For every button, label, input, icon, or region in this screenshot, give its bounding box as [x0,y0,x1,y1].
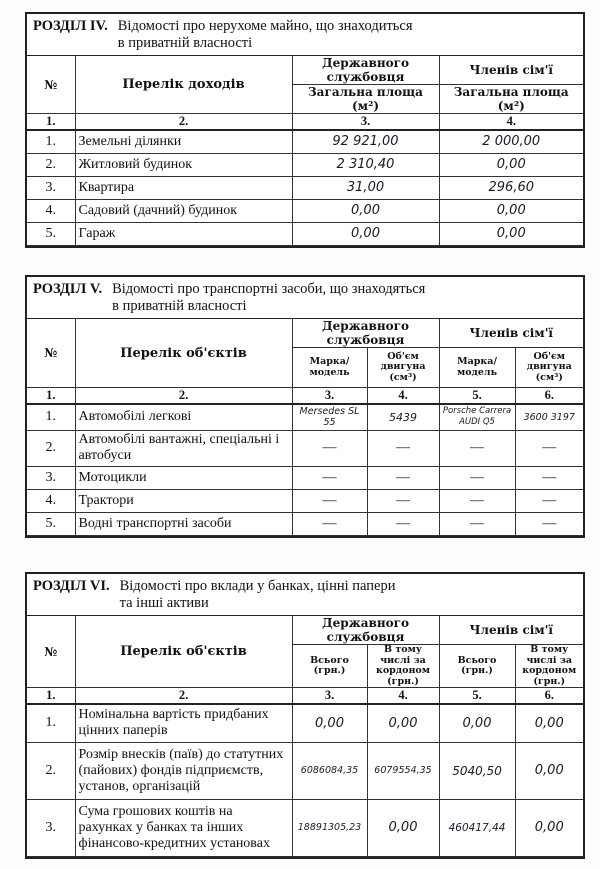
header-num: № [27,616,75,688]
header-area-official: Загальна площа (м²) [292,85,439,114]
header-abroad-official: В тому числі за кордоном (грн.) [367,645,439,688]
col-number: 2. [75,688,292,705]
table-row [27,176,583,199]
row-family-area: 0,00 [439,199,583,222]
row-brand-family: Porsche Carrera AUDI Q5 [439,404,515,430]
row-brand-official: — [292,512,367,535]
row-num: 4. [27,489,75,512]
section-4-title-line1: Відомості про нерухоме майно, що знаходиться [117,18,413,34]
col-number: 3. [292,114,439,131]
row-name: Розмір внесків (паїв) до статутних (пайових) фондів підприємств, установ, організацій [75,742,292,799]
row-total-family: 5040,50 [439,742,515,799]
section-4-title-line2: в приватній власності [117,35,253,51]
row-official-area: 31,00 [292,176,439,199]
row-name: Мотоцикли [75,466,292,489]
row-total-official: 6086084,35 [292,742,367,799]
row-family-area: 2 000,00 [439,130,583,153]
section-5-vehicles [25,275,585,538]
section-6-deposits [25,572,585,859]
table-row [27,742,583,799]
section-6-title-line2: та інші активи [119,595,209,611]
header-brand-official: Марка/ модель [292,348,367,388]
table-row [27,222,583,245]
row-num: 1. [27,704,75,742]
row-name: Водні транспортні засоби [75,512,292,535]
col-number: 2. [75,388,292,405]
row-engine-family: — [515,430,583,466]
table-row [27,489,583,512]
table-row [27,799,583,856]
row-engine-official: — [367,430,439,466]
col-number: 3. [292,388,367,405]
row-name: Садовий (дачний) будинок [75,199,292,222]
table-row [27,704,583,742]
row-name: Трактори [75,489,292,512]
section-4-header [27,14,583,56]
table-row [27,153,583,176]
row-brand-official: Mersedes SL 55 [292,404,367,430]
row-num: 5. [27,222,75,245]
header-brand-family: Марка/ модель [439,348,515,388]
section-6-table [27,616,583,857]
row-abroad-official: 6079554,35 [367,742,439,799]
header-total-family: Всього (грн.) [439,645,515,688]
row-name: Сума грошових коштів на рахунках у банках та інших фінансово-кредитних установах [75,799,292,856]
row-num: 3. [27,466,75,489]
row-abroad-family: 0,00 [515,799,583,856]
col-number: 1. [27,388,75,405]
row-abroad-family: 0,00 [515,742,583,799]
col-number: 4. [367,688,439,705]
row-official-area: 0,00 [292,222,439,245]
row-engine-official: — [367,489,439,512]
section-4-table [27,56,583,246]
row-name: Гараж [75,222,292,245]
row-official-area: 92 921,00 [292,130,439,153]
table-row [27,199,583,222]
row-name: Номінальна вартість придбаних цінних паперів [75,704,292,742]
header-num: № [27,319,75,388]
header-family: Членів сім'ї [439,56,583,85]
row-num: 3. [27,176,75,199]
col-number: 5. [439,388,515,405]
header-list: Перелік доходів [75,56,292,114]
section-5-table [27,319,583,536]
row-abroad-official: 0,00 [367,704,439,742]
row-engine-official: — [367,466,439,489]
header-official: Державного службовця [292,56,439,85]
col-number: 3. [292,688,367,705]
row-num: 2. [27,153,75,176]
col-number: 1. [27,114,75,131]
col-number: 6. [515,688,583,705]
col-number: 2. [75,114,292,131]
header-list: Перелік об'єктів [75,616,292,688]
header-engine-family: Об'єм двигуна (см³) [515,348,583,388]
row-official-area: 0,00 [292,199,439,222]
header-total-official: Всього (грн.) [292,645,367,688]
row-total-official: 0,00 [292,704,367,742]
row-abroad-family: 0,00 [515,704,583,742]
row-num: 2. [27,742,75,799]
row-name: Автомобілі легкові [75,404,292,430]
section-5-header [27,277,583,319]
row-num: 2. [27,430,75,466]
section-6-code: РОЗДІЛ VI. [33,578,110,594]
row-brand-family: — [439,489,515,512]
row-name: Автомобілі вантажні, спеціальні і автобуси [75,430,292,466]
header-engine-official: Об'єм двигуна (см³) [367,348,439,388]
row-brand-official: — [292,466,367,489]
row-total-official: 18891305,23 [292,799,367,856]
row-total-family: 460417,44 [439,799,515,856]
col-number: 1. [27,688,75,705]
section-4-title [118,18,413,52]
header-official: Державного службовця [292,616,439,645]
row-brand-family: — [439,512,515,535]
table-row [27,130,583,153]
row-brand-official: — [292,430,367,466]
row-brand-family: — [439,430,515,466]
section-6-title-line1: Відомості про вклади у банках, цінні папери [119,578,396,594]
row-engine-family: — [515,466,583,489]
row-engine-official: 5439 [367,404,439,430]
table-row [27,404,583,430]
section-6-title [120,578,396,612]
table-row [27,466,583,489]
row-engine-family: 3600 3197 [515,404,583,430]
header-family: Членів сім'ї [439,319,583,348]
table-row [27,430,583,466]
row-total-family: 0,00 [439,704,515,742]
row-name: Квартира [75,176,292,199]
row-name: Житловий будинок [75,153,292,176]
header-num: № [27,56,75,114]
row-engine-family: — [515,512,583,535]
row-abroad-official: 0,00 [367,799,439,856]
section-5-title-line1: Відомості про транспортні засоби, що знаходяться [112,281,426,297]
section-4-code: РОЗДІЛ IV. [33,18,108,34]
row-num: 1. [27,130,75,153]
row-num: 5. [27,512,75,535]
row-family-area: 0,00 [439,222,583,245]
section-6-header [27,574,583,616]
section-5-title [112,281,425,315]
header-family: Членів сім'ї [439,616,583,645]
row-brand-official: — [292,489,367,512]
col-number: 6. [515,388,583,405]
section-4-real-estate [25,12,585,248]
row-engine-official: — [367,512,439,535]
header-list: Перелік об'єктів [75,319,292,388]
row-num: 3. [27,799,75,856]
col-number: 4. [439,114,583,131]
header-official: Державного службовця [292,319,439,348]
header-area-family: Загальна площа (м²) [439,85,583,114]
row-family-area: 0,00 [439,153,583,176]
row-name: Земельні ділянки [75,130,292,153]
row-official-area: 2 310,40 [292,153,439,176]
table-row [27,512,583,535]
section-5-title-line2: в приватній власності [112,298,247,314]
col-number: 5. [439,688,515,705]
col-number: 4. [367,388,439,405]
row-engine-family: — [515,489,583,512]
header-abroad-family: В тому числі за кордоном (грн.) [515,645,583,688]
row-brand-family: — [439,466,515,489]
row-num: 1. [27,404,75,430]
row-family-area: 296,60 [439,176,583,199]
section-5-code: РОЗДІЛ V. [33,281,103,297]
row-num: 4. [27,199,75,222]
